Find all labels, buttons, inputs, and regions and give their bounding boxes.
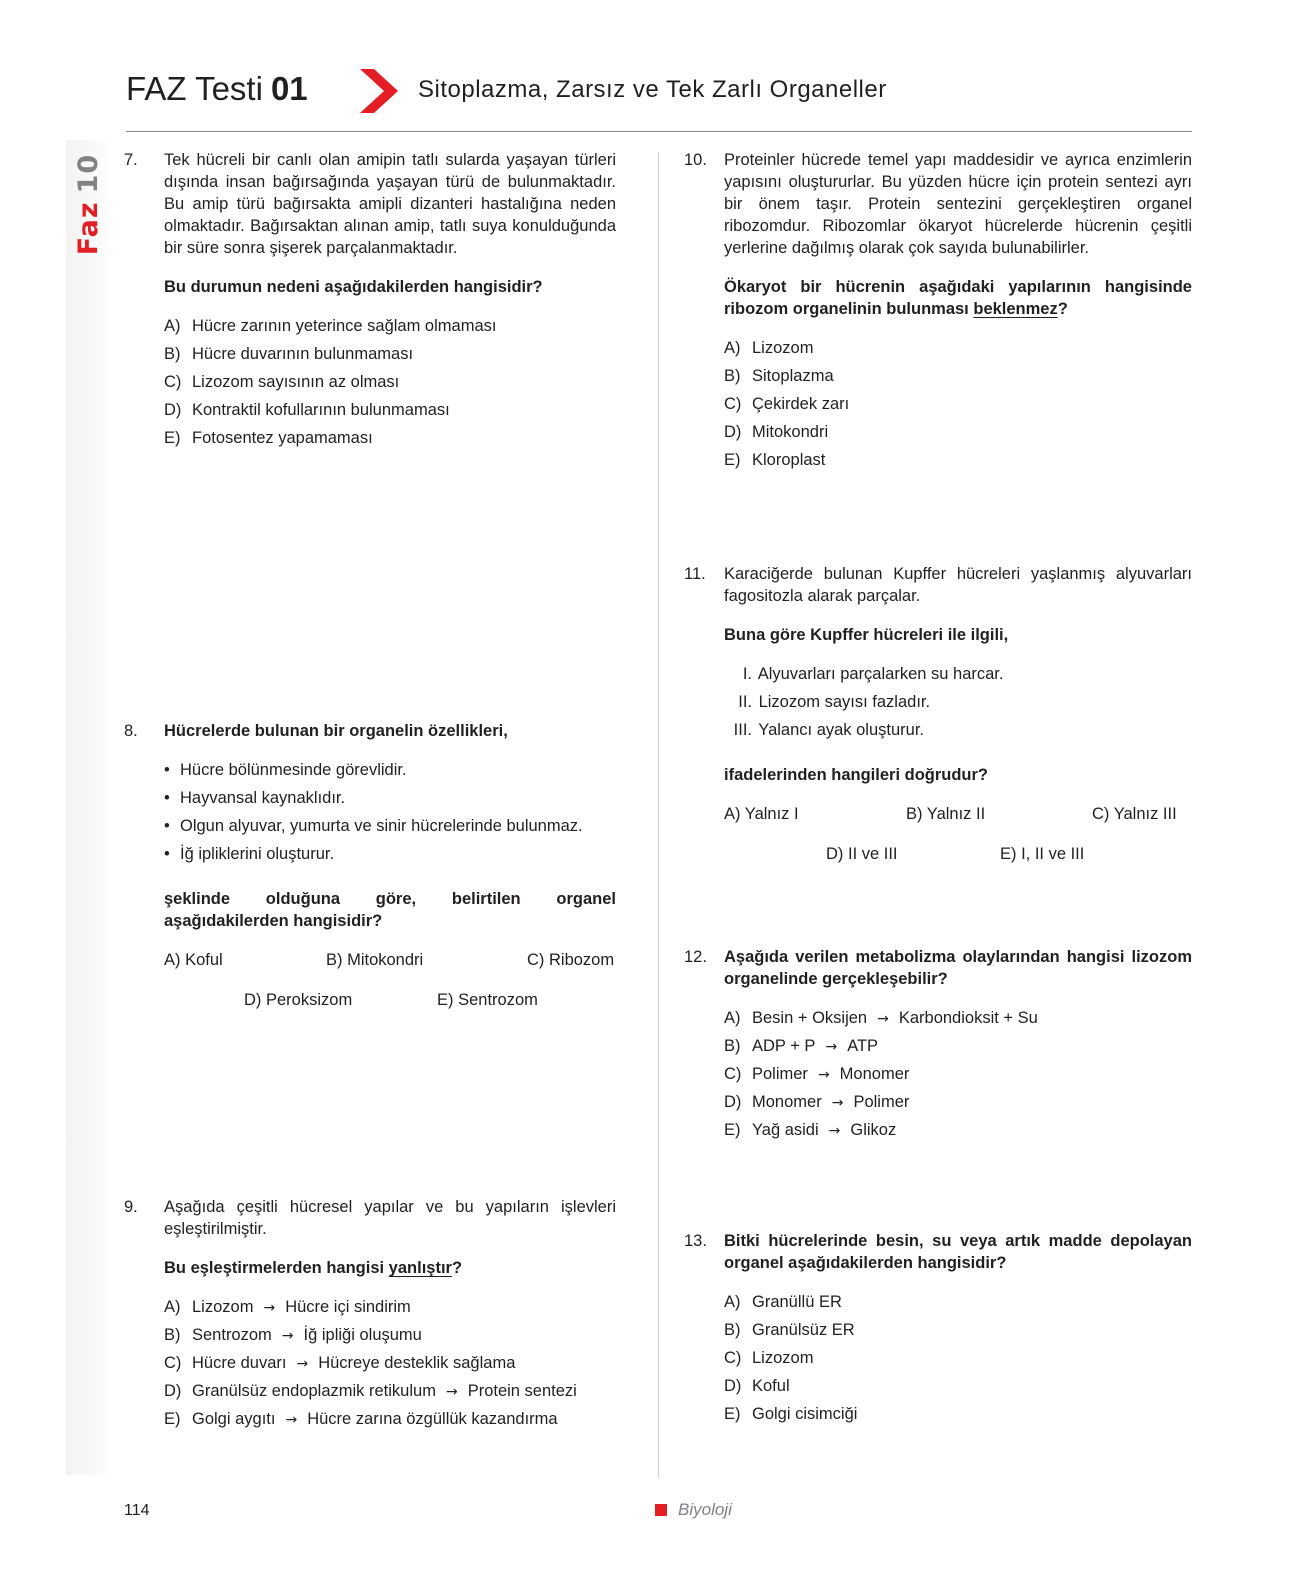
- option-text: Lizozom sayısının az olması: [192, 373, 400, 391]
- question-stem: şeklinde olduğuna göre, belirtilen organel aşağıdakilerden hangisidir?: [164, 890, 616, 930]
- product-text: Monomer: [839, 1065, 910, 1083]
- statement-item: [724, 719, 1192, 747]
- arrow-right-icon: →: [445, 1384, 458, 1400]
- question-8: [124, 720, 616, 1029]
- option-text: Granülsüz ER: [752, 1321, 855, 1339]
- option-letter: A): [164, 317, 181, 335]
- option-a[interactable]: [164, 315, 616, 343]
- arrow-right-icon: →: [831, 1095, 844, 1111]
- options-list: [164, 1296, 616, 1436]
- option-text: Kloroplast: [752, 451, 826, 469]
- statement-number: I.: [742, 665, 752, 683]
- options-row: [164, 989, 616, 1029]
- test-heading: [126, 70, 308, 108]
- square-icon: [655, 1504, 667, 1516]
- question-intro: Hücrelerde bulunan bir organelin özellikleri,: [164, 722, 508, 740]
- option-c[interactable]: C) Ribozom: [527, 951, 615, 969]
- bullet-icon: •: [164, 817, 170, 835]
- options-list: [164, 315, 616, 455]
- arrow-right-icon: →: [281, 1328, 294, 1344]
- statement-item: [724, 691, 1192, 719]
- option-letter: E): [164, 429, 181, 447]
- option-c[interactable]: [164, 371, 616, 399]
- option-text: Sitoplazma: [752, 367, 834, 385]
- option-letter: B): [164, 1326, 181, 1344]
- question-stem: Aşağıda verilen metabolizma olaylarından hangisi lizozom organelinde gerçekleşebilir?: [724, 948, 1192, 988]
- feature-text: Hayvansal kaynaklıdır.: [180, 789, 346, 807]
- option-a[interactable]: [724, 1007, 1192, 1035]
- question-text: Proteinler hücrede temel yapı maddesidir ve ayrıca enzimlerin yapısını oluştururlar. Bu yüzden hücre için protein sentezi ayrı bir önem taşır. Protein sentezini gerçekleştiren organel ribozomdur. Ribozomlar ökaryot hücrelerde hücrenin çeşitli yerlerine dağılmış olarak çok sayıda bulunabilirler.: [724, 151, 1192, 257]
- statement-text: Alyuvarları parçalarken su harcar.: [757, 665, 1004, 683]
- feature-text: Olgun alyuvar, yumurta ve sinir hücrelerinde bulunmaz.: [180, 817, 583, 835]
- option-letter: C): [164, 1354, 182, 1372]
- option-e[interactable]: [724, 1403, 1192, 1431]
- options-row: [724, 803, 1192, 843]
- option-letter: D): [164, 401, 182, 419]
- statement-text: Lizozom sayısı fazladır.: [758, 693, 931, 711]
- question-stem: [164, 1257, 616, 1279]
- option-a[interactable]: [164, 1296, 616, 1324]
- stem-punct: ?: [1057, 300, 1068, 318]
- option-b[interactable]: [724, 1319, 1192, 1347]
- option-e[interactable]: [724, 1119, 1192, 1147]
- option-letter: D): [164, 1382, 182, 1400]
- arrow-right-icon: →: [825, 1039, 838, 1055]
- option-e[interactable]: [724, 449, 1192, 477]
- question-number: 12.: [684, 948, 707, 966]
- question-11: [684, 563, 1192, 883]
- option-letter: B): [724, 1321, 741, 1339]
- option-text: Fotosentez yapamaması: [192, 429, 373, 447]
- option-c[interactable]: [724, 393, 1192, 421]
- option-d[interactable]: D) Peroksizom: [244, 991, 353, 1009]
- option-letter: B): [724, 367, 741, 385]
- option-d[interactable]: [164, 1380, 616, 1408]
- option-b[interactable]: [724, 1035, 1192, 1063]
- option-c[interactable]: [164, 1352, 616, 1380]
- side-faz-number: 10: [73, 153, 105, 193]
- option-text: Lizozom: [752, 339, 814, 357]
- option-d[interactable]: [724, 421, 1192, 449]
- option-c[interactable]: C) Yalnız III: [1092, 805, 1177, 823]
- side-faz-text: Faz: [73, 200, 105, 255]
- option-letter: B): [724, 1037, 741, 1055]
- option-b[interactable]: B) Mitokondri: [326, 951, 424, 969]
- statement-list: [724, 663, 1192, 747]
- page-number: 114: [124, 1502, 150, 1519]
- question-stem: Bitki hücrelerinde besin, su veya artık madde depolayan organel aşağıdakilerden hangisidir?: [724, 1232, 1192, 1272]
- option-letter: E): [164, 1410, 181, 1428]
- question-number: 9.: [124, 1198, 138, 1216]
- feature-text: İğ ipliklerini oluşturur.: [180, 845, 335, 863]
- arrow-right-icon: →: [877, 1011, 889, 1027]
- question-number: 8.: [124, 722, 138, 740]
- question-intro: Buna göre Kupffer hücreleri ile ilgili,: [724, 626, 1009, 644]
- option-d[interactable]: D) II ve III: [826, 845, 898, 863]
- stem-emphasis: beklenmez: [973, 300, 1058, 318]
- subject-label: Biyoloji: [678, 1500, 732, 1519]
- arrow-right-icon: →: [296, 1356, 309, 1372]
- bullet-icon: •: [164, 761, 170, 779]
- option-text: Hücre zarının yeterince sağlam olmaması: [192, 317, 497, 335]
- option-text: Mitokondri: [752, 423, 829, 441]
- options-row: [724, 843, 1192, 883]
- option-e[interactable]: E) Sentrozom: [437, 991, 538, 1009]
- stem-punct: ?: [451, 1259, 463, 1277]
- option-letter: E): [724, 1121, 741, 1139]
- option-b[interactable]: B) Yalnız II: [906, 805, 986, 823]
- stem-text: Ökaryot bir hücrenin aşağıdaki yapılarının hangisinde ribozom organelinin bulunması: [724, 278, 1192, 318]
- column-divider: [658, 152, 659, 1478]
- function-text: Protein sentezi: [467, 1382, 577, 1400]
- option-text: Çekirdek zarı: [752, 395, 850, 413]
- bullet-icon: •: [164, 789, 170, 807]
- option-text: Golgi cisimciği: [752, 1405, 858, 1423]
- option-b[interactable]: [164, 1324, 616, 1352]
- arrow-right-icon: →: [285, 1412, 298, 1428]
- function-text: İğ ipliği oluşumu: [303, 1326, 422, 1344]
- option-letter: E): [724, 1405, 741, 1423]
- option-a[interactable]: [724, 1291, 1192, 1319]
- function-text: Hücre zarına özgüllük kazandırma: [307, 1410, 558, 1428]
- question-text: Tek hücreli bir canlı olan amipin tatlı sularda yaşayan türleri dışında insan bağırsağında yaşayan türü de bulunmaktadır. Bu amip türü bağırsakta amipli dizanteri hastalığına neden olmaktadır. Bağırsaktan alınan amip, tatlı suya konulduğunda bir süre sonra şişerek parçalanmaktadır.: [164, 151, 616, 257]
- product-text: Glikoz: [850, 1121, 897, 1139]
- option-letter: D): [724, 1093, 742, 1111]
- statement-text: Yalancı ayak oluşturur.: [758, 721, 924, 739]
- option-letter: C): [164, 373, 182, 391]
- question-stem: ifadelerinden hangileri doğrudur?: [724, 766, 989, 784]
- option-b[interactable]: [724, 365, 1192, 393]
- reactant-text: ADP + P: [752, 1037, 816, 1055]
- options-list: [724, 1291, 1192, 1431]
- page-title: Sitoplazma, Zarsız ve Tek Zarlı Organeller: [418, 76, 887, 103]
- option-letter: A): [164, 1298, 181, 1316]
- option-e[interactable]: [164, 1408, 616, 1436]
- options-row: [164, 949, 616, 989]
- option-letter: C): [724, 1065, 742, 1083]
- question-number: 7.: [124, 151, 138, 169]
- option-c[interactable]: [724, 1063, 1192, 1091]
- function-text: Hücre içi sindirim: [285, 1298, 411, 1316]
- option-a[interactable]: [724, 337, 1192, 365]
- test-label: FAZ Testi: [126, 70, 263, 107]
- bullet-icon: •: [164, 845, 170, 863]
- statement-number: II.: [738, 693, 752, 711]
- reactant-text: Polimer: [752, 1065, 808, 1083]
- option-d[interactable]: [164, 399, 616, 427]
- question-number: 10.: [684, 151, 707, 169]
- question-9: [124, 1196, 616, 1436]
- chevron-right-icon: [360, 69, 398, 113]
- question-text: Karaciğerde bulunan Kupffer hücreleri yaşlanmış alyuvarları fagositozla alarak parçalar.: [724, 565, 1192, 605]
- reactant-text: Monomer: [752, 1093, 822, 1111]
- stem-emphasis: yanlıştır: [388, 1259, 452, 1277]
- product-text: Polimer: [853, 1093, 910, 1111]
- reactant-text: Yağ asidi: [752, 1121, 819, 1139]
- question-13: [684, 1230, 1192, 1431]
- feature-text: Hücre bölünmesinde görevlidir.: [180, 761, 407, 779]
- structure-text: Lizozom: [192, 1298, 254, 1316]
- option-a[interactable]: A) Yalnız I: [724, 805, 799, 823]
- side-faz-label: [70, 152, 108, 256]
- option-letter: A): [724, 339, 741, 357]
- question-number: 11.: [684, 565, 706, 583]
- function-text: Hücreye desteklik sağlama: [318, 1354, 516, 1372]
- structure-text: Granülsüz endoplazmik retikulum: [192, 1382, 436, 1400]
- feature-list: [164, 759, 616, 871]
- option-c[interactable]: [724, 1347, 1192, 1375]
- options-list: [724, 1007, 1192, 1147]
- question-stem: Bu durumun nedeni aşağıdakilerden hangisidir?: [164, 278, 543, 296]
- option-d[interactable]: [724, 1091, 1192, 1119]
- option-letter: D): [724, 1377, 742, 1395]
- question-stem: [724, 276, 1192, 320]
- feature-item: [164, 787, 616, 815]
- option-letter: C): [724, 1349, 742, 1367]
- reactant-text: Besin + Oksijen: [752, 1009, 868, 1027]
- option-b[interactable]: [164, 343, 616, 371]
- question-10: [684, 149, 1192, 477]
- option-text: Koful: [752, 1377, 790, 1395]
- statement-number: III.: [733, 721, 752, 739]
- option-letter: A): [724, 1293, 741, 1311]
- product-text: ATP: [847, 1037, 879, 1055]
- option-letter: C): [724, 395, 742, 413]
- question-text: Aşağıda çeşitli hücresel yapılar ve bu yapıların işlevleri eşleştirilmiştir.: [164, 1198, 616, 1238]
- test-number: 01: [270, 70, 308, 107]
- option-a[interactable]: A) Koful: [164, 951, 223, 969]
- feature-item: [164, 843, 616, 871]
- option-letter: E): [724, 451, 741, 469]
- feature-item: [164, 815, 616, 843]
- arrow-right-icon: →: [817, 1067, 830, 1083]
- option-letter: B): [164, 345, 181, 363]
- options-list: [724, 337, 1192, 477]
- structure-text: Sentrozom: [192, 1326, 272, 1344]
- arrow-right-icon: →: [263, 1300, 276, 1316]
- side-strip: [66, 140, 112, 1475]
- product-text: Karbondioksit + Su: [898, 1009, 1038, 1027]
- option-text: Hücre duvarının bulunmaması: [192, 345, 414, 363]
- option-text: Granüllü ER: [752, 1293, 842, 1311]
- header-divider: [126, 131, 1192, 132]
- option-text: Lizozom: [752, 1349, 814, 1367]
- option-e[interactable]: E) I, II ve III: [1000, 845, 1085, 863]
- structure-text: Golgi aygıtı: [192, 1410, 276, 1428]
- stem-text: Bu eşleştirmelerden hangisi: [164, 1259, 389, 1277]
- question-12: [684, 946, 1192, 1147]
- option-e[interactable]: [164, 427, 616, 455]
- structure-text: Hücre duvarı: [192, 1354, 287, 1372]
- question-number: 13.: [684, 1232, 707, 1250]
- option-text: Kontraktil kofullarının bulunmaması: [192, 401, 450, 419]
- option-d[interactable]: [724, 1375, 1192, 1403]
- feature-item: [164, 759, 616, 787]
- arrow-right-icon: →: [828, 1123, 841, 1139]
- option-letter: D): [724, 423, 742, 441]
- statement-item: [724, 663, 1192, 691]
- question-7: [124, 149, 616, 455]
- option-letter: A): [724, 1009, 741, 1027]
